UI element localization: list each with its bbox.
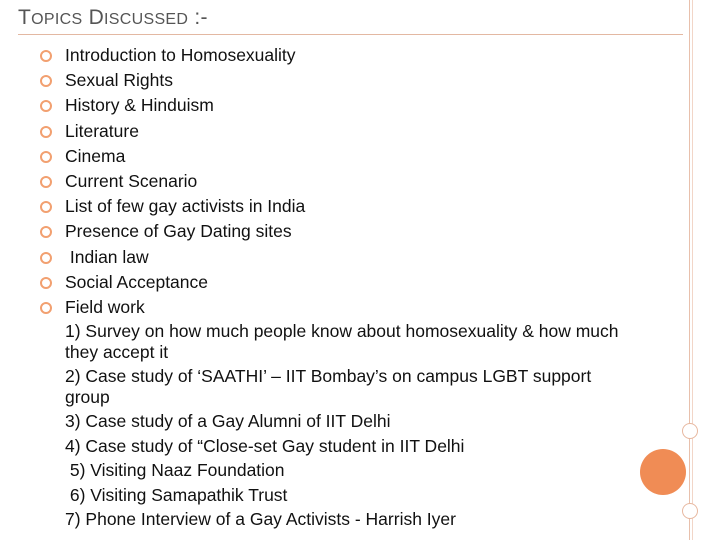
- topic-label: Social Acceptance: [65, 271, 209, 292]
- title-cap-d: D: [88, 6, 105, 29]
- circle-bullet-icon: [40, 176, 52, 188]
- circle-bullet-icon: [40, 302, 52, 314]
- title-word2-rest: ISCUSSED: [104, 11, 189, 28]
- title-divider: [18, 34, 683, 35]
- field-work-item: 3) Case study of a Gay Alumni of IIT Delhi: [65, 411, 391, 431]
- circle-bullet-icon: [40, 100, 52, 112]
- list-item: [0, 144, 640, 169]
- circle-bullet-icon: [40, 151, 52, 163]
- topic-label: Introduction to Homosexuality: [65, 45, 296, 65]
- circle-bullet-icon: [40, 226, 52, 238]
- list-item: [0, 119, 640, 144]
- field-work-sublist: [65, 321, 635, 534]
- list-item: [0, 219, 640, 244]
- right-border-line: [689, 0, 690, 540]
- topic-label: Indian law: [65, 246, 149, 267]
- topic-list: [0, 43, 640, 320]
- circle-bullet-icon: [40, 126, 52, 138]
- field-work-item: 5) Visiting Naaz Foundation: [65, 460, 285, 480]
- field-work-item: 4) Case study of “Close-set Gay student in IIT Delhi: [65, 435, 465, 456]
- slide-title: [18, 6, 208, 30]
- topic-label: Sexual Rights: [65, 70, 173, 91]
- topic-label: History & Hinduism: [65, 95, 214, 116]
- field-work-item: 6) Visiting Samapathik Trust: [65, 484, 288, 505]
- list-item: [0, 194, 640, 219]
- list-item: [0, 295, 640, 320]
- list-item: [0, 245, 640, 270]
- circle-bullet-icon: [40, 50, 52, 62]
- topic-label: Cinema: [65, 145, 126, 166]
- topic-label: List of few gay activists in India: [65, 196, 306, 217]
- topic-label: Field work: [65, 296, 145, 317]
- topic-label: Current Scenario: [65, 170, 198, 191]
- title-suffix: :-: [188, 6, 208, 29]
- title-cap-t: T: [18, 6, 32, 29]
- list-item: [0, 68, 640, 93]
- right-border-inner-line: [692, 0, 693, 540]
- ring-top-icon: [682, 423, 698, 439]
- topic-label: Presence of Gay Dating sites: [65, 221, 292, 242]
- list-item: [0, 93, 640, 118]
- circle-bullet-icon: [40, 277, 52, 289]
- circle-bullet-icon: [40, 252, 52, 264]
- circle-bullet-icon: [40, 201, 52, 213]
- field-work-item: 1) Survey on how much people know about homosexuality & how much they accept it: [65, 321, 619, 362]
- orange-circle-icon: [640, 449, 686, 495]
- circle-bullet-icon: [40, 75, 52, 87]
- topic-label: Literature: [65, 120, 139, 141]
- title-word-rest: OPICS: [31, 11, 83, 28]
- list-item: [0, 270, 640, 295]
- list-item: [0, 43, 640, 68]
- ring-bottom-icon: [682, 503, 698, 519]
- field-work-item: 2) Case study of ‘SAATHI’ – IIT Bombay’s on campus LGBT support group: [65, 366, 592, 407]
- list-item: [0, 169, 640, 194]
- field-work-item: 7) Phone Interview of a Gay Activists - Harrish Iyer: [65, 509, 456, 529]
